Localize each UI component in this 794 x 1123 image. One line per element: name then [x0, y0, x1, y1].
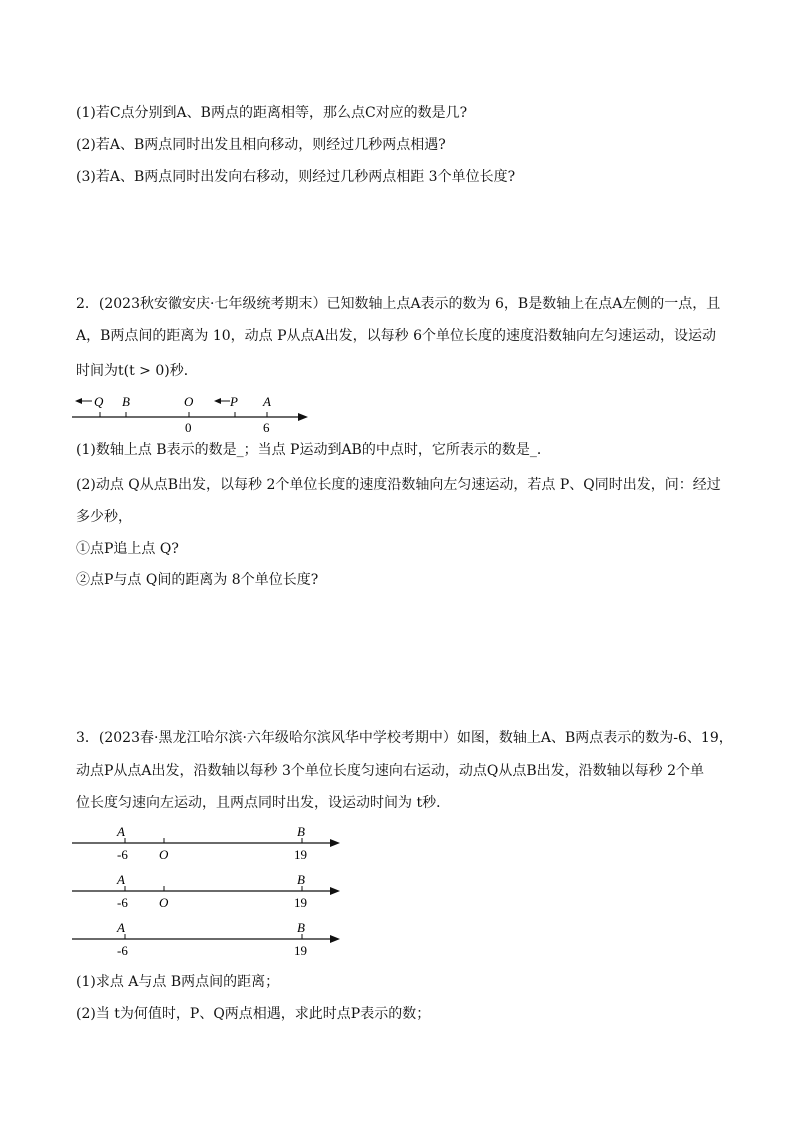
q2-part2-line1: (2)动点 Q从点B出发，以每秒 2个单位长度的速度沿数轴向左匀速运动，若点 P、Q同时出发，问：经过 [76, 477, 721, 493]
q2-label-p: P [230, 394, 238, 409]
q1-part1: (1)若C点分别到A、B两点的距离相等，那么点C对应的数是几? [76, 105, 468, 121]
q2-label-q: Q [94, 394, 104, 409]
q2-label-o: O [184, 394, 194, 409]
q3c-tick-neg6: -6 [117, 943, 128, 958]
q3-number-line-2 [70, 871, 350, 911]
q2-number-line [70, 390, 320, 435]
q3-part1: (1)求点 A与点 B两点间的距离； [76, 974, 280, 990]
q2-stem-line2: A，B两点间的距离为 10，动点 P从点A出发，以每秒 6个单位长度的速度沿数轴向左匀速运动，设运动 [76, 328, 716, 344]
q3-stem-line1: 3．(2023春·黑龙江哈尔滨·六年级哈尔滨风华中学校考期中）如图，数轴上A、B两点表示的数为-6、19， [76, 730, 733, 746]
q3-stem-line3: 位长度匀速向左运动，且两点同时出发，设运动时间为 t秒． [76, 795, 451, 811]
q3a-label-a: A [117, 824, 125, 839]
q3-number-line-1 [70, 823, 350, 863]
q3-part2: (2)当 t为何值时，P、Q两点相遇，求此时点P表示的数； [76, 1006, 431, 1022]
q2-stem-line3: 时间为t(t > 0)秒． [76, 363, 198, 379]
q2-label-a: A [263, 394, 271, 409]
q3b-label-a: A [117, 872, 125, 887]
q3-stem-line2: 动点P从点A出发，沿数轴以每秒 3个单位长度匀速向右运动，动点Q从点B出发，沿数轴以每秒 2个单 [76, 763, 705, 779]
q2-tick-0: 0 [185, 420, 192, 435]
q3b-label-o: O [159, 895, 169, 910]
q3c-tick-19: 19 [294, 943, 307, 958]
q3a-tick-19: 19 [294, 847, 307, 862]
q3c-label-b: B [297, 920, 305, 935]
q3c-label-a: A [117, 920, 125, 935]
q2-tick-6: 6 [263, 420, 270, 435]
q3a-label-o: O [159, 847, 169, 862]
q3b-tick-19: 19 [294, 895, 307, 910]
q3a-label-b: B [297, 824, 305, 839]
q2-stem-line1: 2．(2023秋安徽安庆·七年级统考期末）已知数轴上点A表示的数为 6，B是数轴上在点A左侧的一点，且 [76, 296, 721, 312]
q3b-label-b: B [297, 872, 305, 887]
q3-number-line-3 [70, 919, 350, 959]
q1-part3: (3)若A、B两点同时出发向右移动，则经过几秒两点相距 3个单位长度? [76, 169, 516, 185]
q2-case2: ②点P与点 Q间的距离为 8个单位长度? [76, 572, 319, 588]
q2-part2-line2: 多少秒， [76, 509, 132, 525]
q2-part1: (1)数轴上点 B表示的数是_；当点 P运动到AB的中点时，它所表示的数是_． [76, 442, 551, 458]
q3b-tick-neg6: -6 [117, 895, 128, 910]
q2-label-b: B [122, 394, 130, 409]
q1-part2: (2)若A、B两点同时出发且相向移动，则经过几秒两点相遇? [76, 137, 446, 153]
q2-case1: ①点P追上点 Q? [76, 541, 179, 557]
q3a-tick-neg6: -6 [117, 847, 128, 862]
